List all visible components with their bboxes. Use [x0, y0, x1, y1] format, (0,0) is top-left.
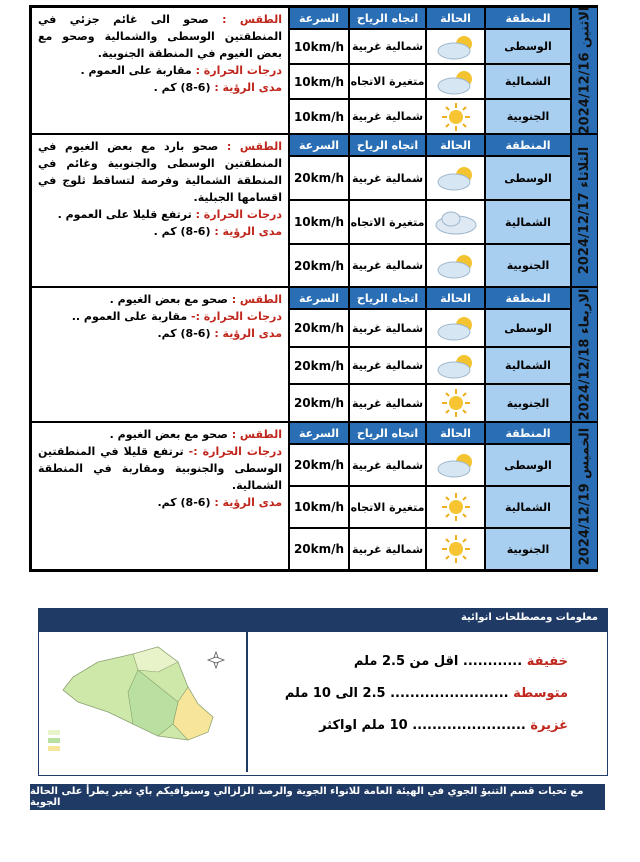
- rain-heavy-row: غزيرة ....................... 10 ملم اواكثر: [319, 718, 568, 733]
- temp-label: درجات الحرارة :: [195, 208, 282, 221]
- weather-text: صحو مع بعض الغيوم .: [109, 428, 228, 441]
- footer-note: مع تحيات قسم التنبؤ الجوي في الهيئة العامة للانواء الجوية والرصد الزلزالي وسنوافيكم باي تغير يطرأ على الحالة الجوية: [30, 784, 605, 810]
- weather-label: الطقس :: [231, 293, 282, 306]
- header-condition: الحالة: [426, 287, 485, 309]
- speed-cell: 10km/h: [289, 99, 349, 134]
- visibility-text: (6-8) كم .: [153, 225, 211, 238]
- temp-text: ترتفع قليلا في المنطقتين الوسطى والجنوبية ومقاربة في المنطقة الشمالية.: [38, 445, 282, 492]
- speed-cell: 20km/h: [289, 244, 349, 287]
- day-date-1: الاثنين 2024/12/16: [571, 7, 598, 134]
- wind-cell: شمالية غربية: [349, 309, 426, 347]
- speed-cell: 10km/h: [289, 200, 349, 244]
- visibility-text: (6-8) كم .: [153, 81, 211, 94]
- visibility-label: مدى الرؤية :: [214, 225, 282, 238]
- header-region: المنطقة: [485, 7, 571, 29]
- speed-cell: 10km/h: [289, 64, 349, 99]
- wind-cell: شمالية غربية: [349, 528, 426, 570]
- region-cell: الشمالية: [485, 347, 571, 384]
- header-condition: الحالة: [426, 422, 485, 444]
- partly-cloudy-icon: [426, 156, 485, 200]
- region-cell: الوسطى: [485, 29, 571, 64]
- wind-cell: متغيرة الاتجاه: [349, 200, 426, 244]
- region-cell: الوسطى: [485, 444, 571, 486]
- region-cell: الشمالية: [485, 200, 571, 244]
- rain-medium-row: متوسطة ........................ 2.5 الى 10 ملم: [284, 686, 568, 701]
- day-date-3: الاربعاء 2024/12/18: [571, 287, 598, 422]
- visibility-label: مدى الرؤية :: [214, 496, 282, 509]
- visibility-text: (6-8) كم.: [157, 496, 211, 509]
- visibility-text: (6-8) كم.: [157, 327, 211, 340]
- day-description-1: [31, 7, 289, 134]
- sun-icon: [426, 486, 485, 528]
- header-region: المنطقة: [485, 134, 571, 156]
- header-speed: السرعة: [289, 422, 349, 444]
- wind-cell: متغيرة الاتجاه: [349, 486, 426, 528]
- day-description-2: [31, 134, 289, 287]
- wind-cell: شمالية غربية: [349, 444, 426, 486]
- wind-cell: شمالية غربية: [349, 29, 426, 64]
- day-date-4: الخميس 2024/12/19: [571, 422, 598, 570]
- weather-text: صحو بارد مع بعض الغيوم في المنطقتين الوسطى والجنوبية وغائم في المنطقة الشمالية وفرصة لتساقط ثلوج في اقسامها الجبلية.: [38, 140, 282, 204]
- speed-cell: 10km/h: [289, 29, 349, 64]
- weather-text: صحو الى غائم جزئي في المنطقتين الوسطى والشمالية وصحو مع بعض الغيوم في المنطقة الجنوبية.: [38, 13, 282, 60]
- temp-label: درجات الحرارة :-: [188, 445, 282, 458]
- sun-icon: [426, 99, 485, 134]
- wind-cell: شمالية غربية: [349, 347, 426, 384]
- partly-cloudy-icon: [426, 444, 485, 486]
- temp-label: درجات الحرارة :: [195, 64, 282, 77]
- speed-cell: 20km/h: [289, 444, 349, 486]
- day-description-3: [31, 287, 289, 422]
- partly-cloudy-icon: [426, 29, 485, 64]
- rain-light-row: خفيفة ............ اقل من 2.5 ملم: [353, 654, 568, 669]
- header-speed: السرعة: [289, 7, 349, 29]
- region-cell: الوسطى: [485, 309, 571, 347]
- temp-label: درجات الحرارة :-: [191, 310, 282, 323]
- wind-cell: متغيرة الاتجاه: [349, 64, 426, 99]
- header-region: المنطقة: [485, 287, 571, 309]
- temp-text: ترتفع قليلا على العموم .: [57, 208, 192, 221]
- partly-cloudy-icon: [426, 64, 485, 99]
- region-cell: الشمالية: [485, 486, 571, 528]
- header-wind: اتجاه الرياح: [349, 7, 426, 29]
- temp-text: مقاربة على العموم ..: [71, 310, 188, 323]
- weather-label: الطقس :: [231, 428, 282, 441]
- speed-cell: 20km/h: [289, 156, 349, 200]
- partly-cloudy-icon: [426, 309, 485, 347]
- header-wind: اتجاه الرياح: [349, 134, 426, 156]
- header-region: المنطقة: [485, 422, 571, 444]
- header-condition: الحالة: [426, 134, 485, 156]
- region-cell: الجنوبية: [485, 99, 571, 134]
- wind-cell: شمالية غربية: [349, 244, 426, 287]
- wind-cell: شمالية غربية: [349, 99, 426, 134]
- region-cell: الجنوبية: [485, 244, 571, 287]
- header-condition: الحالة: [426, 7, 485, 29]
- region-cell: الوسطى: [485, 156, 571, 200]
- weather-label: الطقس :: [226, 140, 282, 153]
- region-cell: الجنوبية: [485, 384, 571, 422]
- day-date-2: الثلاثاء 2024/12/17: [571, 134, 598, 287]
- speed-cell: 20km/h: [289, 528, 349, 570]
- visibility-label: مدى الرؤية :: [214, 327, 282, 340]
- visibility-label: مدى الرؤية :: [214, 81, 282, 94]
- day-description-4: [31, 422, 289, 570]
- iraq-map: [38, 632, 248, 772]
- weather-label: الطقس :: [222, 13, 282, 26]
- speed-cell: 20km/h: [289, 347, 349, 384]
- temp-text: مقاربة على العموم .: [80, 64, 192, 77]
- header-wind: اتجاه الرياح: [349, 422, 426, 444]
- forecast-table: [29, 5, 598, 572]
- info-panel-title: معلومات ومصطلحات انوائية: [38, 608, 608, 632]
- wind-cell: شمالية غربية: [349, 384, 426, 422]
- cloud-icon: [426, 200, 485, 244]
- region-cell: الجنوبية: [485, 528, 571, 570]
- sun-icon: [426, 528, 485, 570]
- weather-text: صحو مع بعض الغيوم .: [109, 293, 228, 306]
- header-wind: اتجاه الرياح: [349, 287, 426, 309]
- region-cell: الشمالية: [485, 64, 571, 99]
- speed-cell: 20km/h: [289, 384, 349, 422]
- sun-icon: [426, 384, 485, 422]
- wind-cell: شمالية غربية: [349, 156, 426, 200]
- header-speed: السرعة: [289, 134, 349, 156]
- speed-cell: 20km/h: [289, 309, 349, 347]
- speed-cell: 10km/h: [289, 486, 349, 528]
- partly-cloudy-icon: [426, 347, 485, 384]
- partly-cloudy-icon: [426, 244, 485, 287]
- header-speed: السرعة: [289, 287, 349, 309]
